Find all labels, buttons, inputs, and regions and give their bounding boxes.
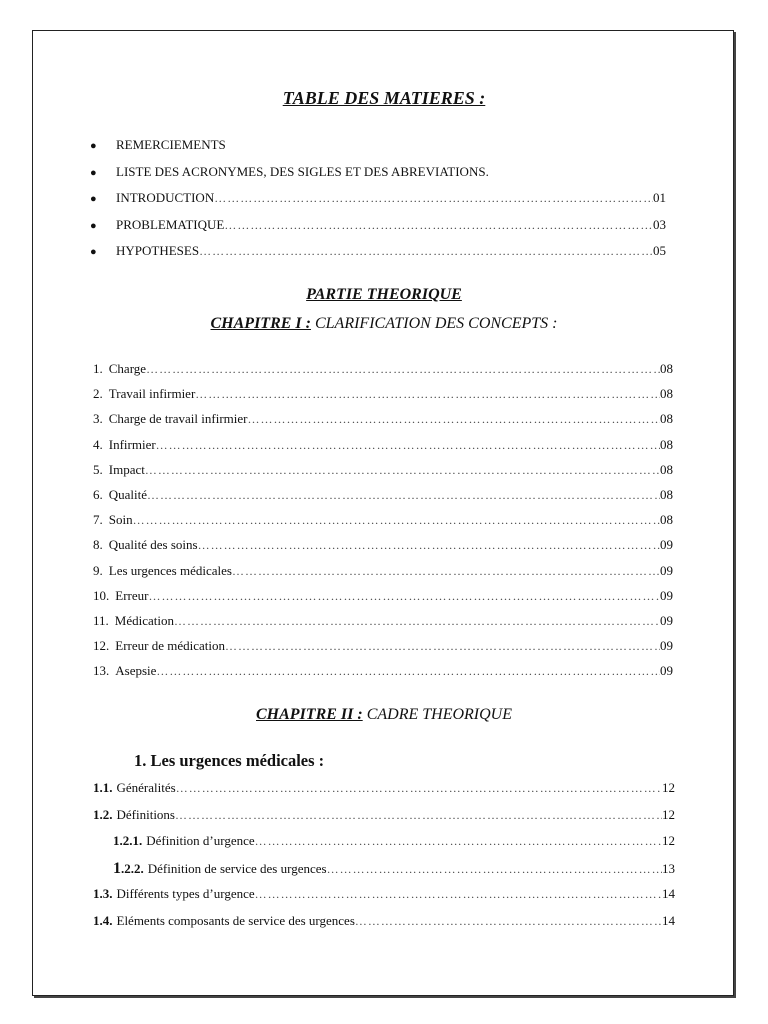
list-item-label: HYPOTHESES — [116, 243, 200, 258]
section1-list — [93, 780, 675, 939]
item-number: 1. — [93, 361, 103, 376]
item-label: Différents types d’urgence — [116, 886, 255, 901]
page-number: 09 — [660, 562, 673, 578]
page-title: TABLE DES MATIERES : — [282, 88, 486, 108]
page-number: 14 — [662, 912, 675, 928]
item-label: Les urgences médicales — [108, 562, 232, 578]
list-item — [90, 190, 666, 217]
dot-leader — [175, 808, 662, 823]
list-item — [93, 361, 673, 386]
page-number: 09 — [660, 663, 673, 679]
bullet-icon: ● — [90, 246, 97, 258]
chapter1-list — [93, 361, 673, 688]
bullet-icon: ● — [90, 193, 97, 205]
item-number: 11. — [93, 612, 109, 628]
dot-leader — [355, 914, 662, 929]
item-label: Médication — [114, 612, 174, 628]
dot-leader — [176, 781, 662, 796]
dot-leader — [232, 564, 660, 579]
chapter-heading — [0, 315, 768, 333]
dot-leader — [225, 639, 660, 654]
dot-leader — [148, 589, 660, 604]
item-label: Charge — [108, 361, 147, 376]
list-item-label: PROBLEMATIQUE — [116, 216, 225, 232]
page-number: 09 — [660, 638, 673, 654]
item-label: Qualité des soins — [108, 537, 198, 553]
page-number: 01 — [653, 190, 666, 205]
dot-leader — [198, 538, 660, 553]
page-number: 12 — [662, 806, 675, 822]
item-label: Erreur de médication — [115, 638, 225, 654]
item-number: 12. — [93, 638, 110, 654]
item-number-rest: .2.2. — [121, 860, 144, 876]
bullet-icon: ● — [90, 219, 97, 232]
page-number: 13 — [662, 860, 675, 876]
item-number-lead: 1 — [113, 859, 121, 877]
dot-leader — [156, 438, 660, 453]
dot-leader — [255, 834, 662, 849]
page-number: 12 — [662, 833, 675, 848]
item-label: Infirmier — [108, 436, 156, 452]
list-item — [93, 663, 673, 688]
bullet-icon: ● — [90, 166, 97, 179]
section-title: 1. Les urgences médicales : — [134, 751, 325, 770]
item-number: 1.3. — [93, 886, 113, 901]
list-item — [93, 780, 675, 807]
item-number: 5. — [93, 461, 103, 477]
list-item — [93, 638, 673, 663]
item-label: Soin — [108, 512, 133, 528]
list-item — [93, 411, 673, 436]
list-item — [93, 512, 673, 537]
item-label: Définitions — [116, 806, 175, 822]
list-item-label: LISTE DES ACRONYMES, DES SIGLES ET DES ABREVIATIONS. — [116, 163, 489, 179]
item-number: 1.1. — [93, 780, 113, 795]
dot-leader — [224, 218, 653, 233]
page-number: 09 — [660, 612, 673, 628]
intro-list — [90, 137, 666, 270]
page-number: 08 — [660, 486, 673, 502]
list-item — [90, 217, 666, 244]
item-label: Impact — [108, 461, 145, 477]
page-number: 09 — [660, 537, 673, 553]
item-number: 1.2. — [93, 806, 113, 822]
page-number: 08 — [660, 512, 673, 528]
item-number: 1.2.1. — [113, 833, 143, 848]
item-number: 3. — [93, 411, 103, 427]
list-item — [90, 164, 666, 191]
item-number: 4. — [93, 436, 103, 452]
page-number: 05 — [653, 243, 666, 258]
item-label: Eléments composants de service des urgences — [116, 912, 355, 928]
item-label: Erreur — [115, 587, 149, 603]
item-label: Travail infirmier — [108, 386, 196, 402]
list-item-label: INTRODUCTION — [116, 190, 215, 205]
item-label: Charge de travail infirmier — [108, 411, 248, 427]
dot-leader — [133, 513, 660, 528]
page-number: 09 — [660, 587, 673, 603]
page-number: 08 — [660, 386, 673, 402]
item-number: 2. — [93, 386, 103, 402]
list-item — [93, 613, 673, 638]
item-label: Définition d’urgence — [146, 833, 255, 848]
item-number — [113, 860, 148, 878]
page-number: 08 — [660, 461, 673, 477]
list-item — [93, 886, 675, 913]
item-label: Définition de service des urgences — [147, 860, 327, 876]
item-number: 13. — [93, 663, 110, 679]
chapter-number: CHAPITRE I : — [210, 315, 311, 332]
dot-leader — [247, 412, 660, 427]
list-item — [93, 807, 675, 834]
list-item-label: REMERCIEMENTS — [116, 137, 226, 152]
dot-leader — [174, 614, 660, 629]
dot-leader — [255, 887, 662, 902]
dot-leader — [214, 191, 653, 206]
item-number: 1.4. — [93, 912, 113, 928]
list-item — [93, 537, 673, 562]
list-item — [93, 563, 673, 588]
list-item — [93, 833, 675, 860]
list-item — [93, 588, 673, 613]
chapter-title: CLARIFICATION DES CONCEPTS : — [310, 315, 558, 332]
list-item — [93, 462, 673, 487]
page-number: 08 — [660, 411, 673, 427]
chapter-title: CADRE THEORIQUE — [362, 706, 512, 723]
item-label: Asepsie — [115, 663, 157, 679]
dot-leader — [147, 488, 660, 503]
item-label: Généralités — [116, 780, 176, 795]
page-number: 08 — [660, 361, 673, 376]
dot-leader — [156, 664, 660, 679]
dot-leader — [145, 463, 660, 478]
list-item — [93, 437, 673, 462]
dot-leader — [327, 862, 662, 877]
page-number: 08 — [660, 436, 673, 452]
list-item — [90, 243, 666, 270]
dot-leader — [146, 362, 660, 377]
bullet-icon: ● — [90, 140, 97, 152]
item-number: 7. — [93, 512, 103, 528]
item-number: 10. — [93, 587, 110, 603]
dot-leader — [195, 387, 660, 402]
page-number: 12 — [662, 780, 675, 795]
item-number: 9. — [93, 562, 103, 578]
list-item — [93, 860, 675, 887]
list-item — [93, 913, 675, 940]
dot-leader — [199, 244, 653, 259]
list-item — [90, 137, 666, 164]
item-number: 8. — [93, 537, 103, 553]
page-number: 14 — [662, 886, 675, 901]
part-title: PARTIE THEORIQUE — [306, 286, 462, 303]
list-item — [93, 487, 673, 512]
page-number: 03 — [653, 216, 666, 232]
list-item — [93, 386, 673, 411]
chapter-heading — [0, 706, 768, 724]
item-number: 6. — [93, 486, 103, 502]
chapter-number: CHAPITRE II : — [256, 706, 363, 723]
item-label: Qualité — [108, 486, 148, 502]
